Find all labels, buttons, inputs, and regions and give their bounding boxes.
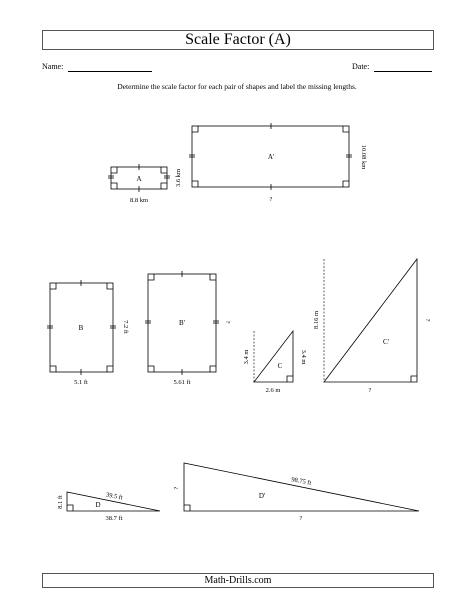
shape-d-prime-hypotenuse-label: 98.75 ft [290,476,312,487]
shape-c-right-height-label: 3.4 m [300,349,307,365]
shape-b-label: B [78,324,84,332]
name-label: Name: [42,62,64,71]
shape-a-prime-width-label: ? [269,196,273,203]
shape-c-base-label: 2.6 m [265,387,281,394]
shape-d-prime-triangle [184,463,419,511]
footer-brand: Math-Drills.com [42,573,434,588]
shape-a-label: A [136,175,142,183]
shape-d-label: D [95,501,101,509]
shape-b-height-label: 7.2 ft [122,320,129,334]
shape-b-width-label: 5.1 ft [74,379,88,386]
date-label: Date: [352,62,370,71]
shape-a-prime-label: A' [267,153,275,161]
worksheet-title: Scale Factor (A) [42,30,434,50]
shape-d-hypotenuse-label: 39.5 ft [105,491,124,502]
shape-d-base-label: 38.7 ft [105,515,123,522]
shape-b-prime-label: B' [179,319,185,327]
shape-c-prime-right-height-label: ? [424,318,431,322]
shape-b-prime-height-label: ? [224,320,231,324]
shape-c-prime-label: C' [383,338,389,346]
shape-c-prime-triangle [324,259,417,382]
shape-c-prime-left-height-label: 8.16 m [313,310,320,330]
instructions-text: Determine the scale factor for each pair of shapes and label the missing lengths. [117,82,357,91]
shape-d-height-label: 8.1 ft [57,495,64,509]
shape-c-left-height-label: 3.4 m [243,349,250,365]
shape-c-prime-base-label: ? [368,387,372,394]
shape-a-width-label: 8.8 km [129,197,149,204]
shape-d-prime-base-label: ? [299,515,303,522]
shape-a-height-label: 3.6 km [175,168,182,188]
shape-d-prime-height-label: ? [173,486,180,490]
shape-a-prime-height-label: 10.08 km [360,144,367,170]
shape-d-prime-label: D' [258,492,266,500]
shape-c-label: C [277,362,283,370]
shape-b-prime-width-label: 5.61 ft [173,379,191,386]
shape-c-triangle [254,331,293,382]
